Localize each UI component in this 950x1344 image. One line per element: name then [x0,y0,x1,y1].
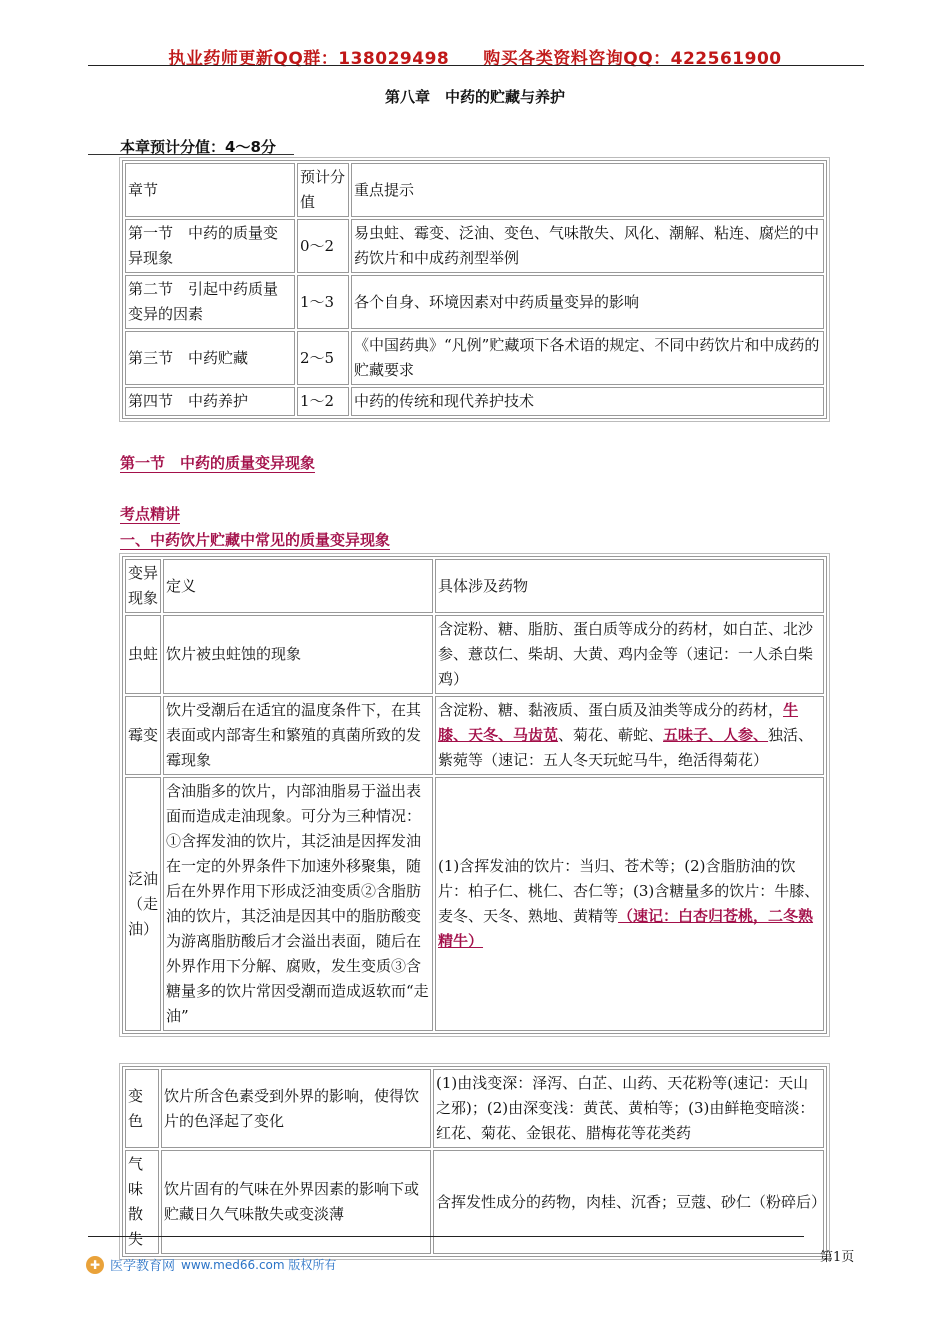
score-cell: 2～5 [297,331,349,385]
highlight-text: 五味子、人参、 [663,726,769,744]
footer-rule [88,1236,804,1237]
variation-name: 泛油（走油） [125,777,161,1031]
highlight-text: 牛膝、天冬、马齿苋 [438,701,799,744]
overview-table [122,160,827,419]
variation-name: 气味散失 [125,1150,159,1254]
variation-drugs: (1)含挥发油的饮片：当归、苍术等；(2)含脂肪油的饮片：柏子仁、桃仁、杏仁等；(3)含糖量多的饮片：牛膝、麦冬、天冬、熟地、黄精等（速记：白杏归苍桃，二冬熟精牛） [435,777,824,1031]
header-cell: 预计分值 [297,163,349,217]
hint-cell: 易虫蛀、霉变、泛油、变色、气味散失、风化、潮解、粘连、腐烂的中药饮片和中成药剂型举例 [351,219,824,273]
section-cell: 第三节 中药贮藏 [125,331,295,385]
variation-drugs: 含淀粉、糖、脂肪、蛋白质等成分的药材，如白芷、北沙参、薏苡仁、柴胡、大黄、鸡内金等（速记：一人杀白柴鸡） [435,615,824,694]
score-label: 本章预计分值：4～8分 [120,138,276,156]
variation-name: 变色 [125,1069,159,1148]
score-cell: 1～2 [297,387,349,416]
variation-definition: 饮片所含色素受到外界的影响，使得饮片的色泽起了变化 [161,1069,431,1148]
score-cell: 0～2 [297,219,349,273]
variation-definition: 含油脂多的饮片，内部油脂易于溢出表面而造成走油现象。可分为三种情况：①含挥发油的饮片，其泛油是因挥发油在一定的外界条件下加速外移聚集，随后在外界作用下形成泛油变质②含脂肪油的饮片，其泛油是因其中的脂肪酸变为游离脂肪酸后才会溢出表面，随后在外界作用下分解、腐败，发生变质③含糖量多的饮片常因受潮而造成返软而“走油” [163,777,433,1031]
header-rule [88,65,864,66]
footer-site: www.med66.com 版权所有 [181,1258,337,1272]
table-row [125,777,824,1031]
table-row [125,1069,824,1148]
variation-table [122,556,827,1034]
variation-definition: 饮片被虫蛀蚀的现象 [163,615,433,694]
header-cell: 变异现象 [125,559,161,613]
variation-drugs: 含挥发性成分的药物，肉桂、沉香；豆蔻、砂仁（粉碎后） [433,1150,824,1254]
hint-cell: 中药的传统和现代养护技术 [351,387,824,416]
footer-logo-text: 医学教育网 [110,1259,176,1274]
hint-cell: 各个自身、环境因素对中药质量变异的影响 [351,275,824,329]
table-row [125,275,824,329]
header-cell: 章节 [125,163,295,217]
table-row [125,696,824,775]
variation-definition: 饮片固有的气味在外界因素的影响下或贮藏日久气味散失或变淡薄 [161,1150,431,1254]
chapter-title: 第八章 中药的贮藏与养护 [384,88,565,106]
variation-name: 霉变 [125,696,161,775]
table-row [125,219,824,273]
footer-logo [86,1255,336,1274]
table-row [125,387,824,416]
variation-definition: 饮片受潮后在适宜的温度条件下，在其表面或内部寄生和繁殖的真菌所致的发霉现象 [163,696,433,775]
variation-name: 虫蛀 [125,615,161,694]
table-header-row [125,559,824,613]
variation-drugs: 含淀粉、糖、黏液质、蛋白质及油类等成分的药材，牛膝、天冬、马齿苋、菊花、蕲蛇、五味子、人参、独活、紫菀等（速记：五人冬天玩蛇马牛，绝活得菊花） [435,696,824,775]
section-cell: 第二节 引起中药质量变异的因素 [125,275,295,329]
med66-logo-icon: ✚ [86,1256,104,1274]
kaodian-heading: 考点精讲 [120,505,181,523]
header-qq-group: 执业药师更新QQ群：138029498 [168,49,450,69]
header-cell: 重点提示 [351,163,824,217]
section-cell: 第一节 中药的质量变异现象 [125,219,295,273]
hint-cell: 《中国药典》“凡例”贮藏项下各术语的规定、不同中药饮片和中成药的贮藏要求 [351,331,824,385]
variation-table-continued [122,1066,827,1257]
subsection-1-title: 一、中药饮片贮藏中常见的质量变异现象 [120,531,391,549]
score-cell: 1～3 [297,275,349,329]
page-number: 第1页 [820,1250,855,1265]
highlight-text: （速记：白杏归苍桃，二冬熟精牛） [438,907,814,950]
header-cell: 具体涉及药物 [435,559,824,613]
section-1-title: 第一节 中药的质量变异现象 [120,454,316,472]
table-row [125,615,824,694]
header-consult-qq: 购买各类资料咨询QQ：422561900 [483,49,782,69]
score-underline [88,154,294,155]
table-row [125,331,824,385]
section-cell: 第四节 中药养护 [125,387,295,416]
variation-drugs: (1)由浅变深：泽泻、白芷、山药、天花粉等(速记：天山之邪)；(2)由深变浅：黄芪、黄柏等；(3)由鲜艳变暗淡：红花、菊花、金银花、腊梅花等花类药 [433,1069,824,1148]
table-row [125,1150,824,1254]
header-cell: 定义 [163,559,433,613]
table-header-row [125,163,824,217]
